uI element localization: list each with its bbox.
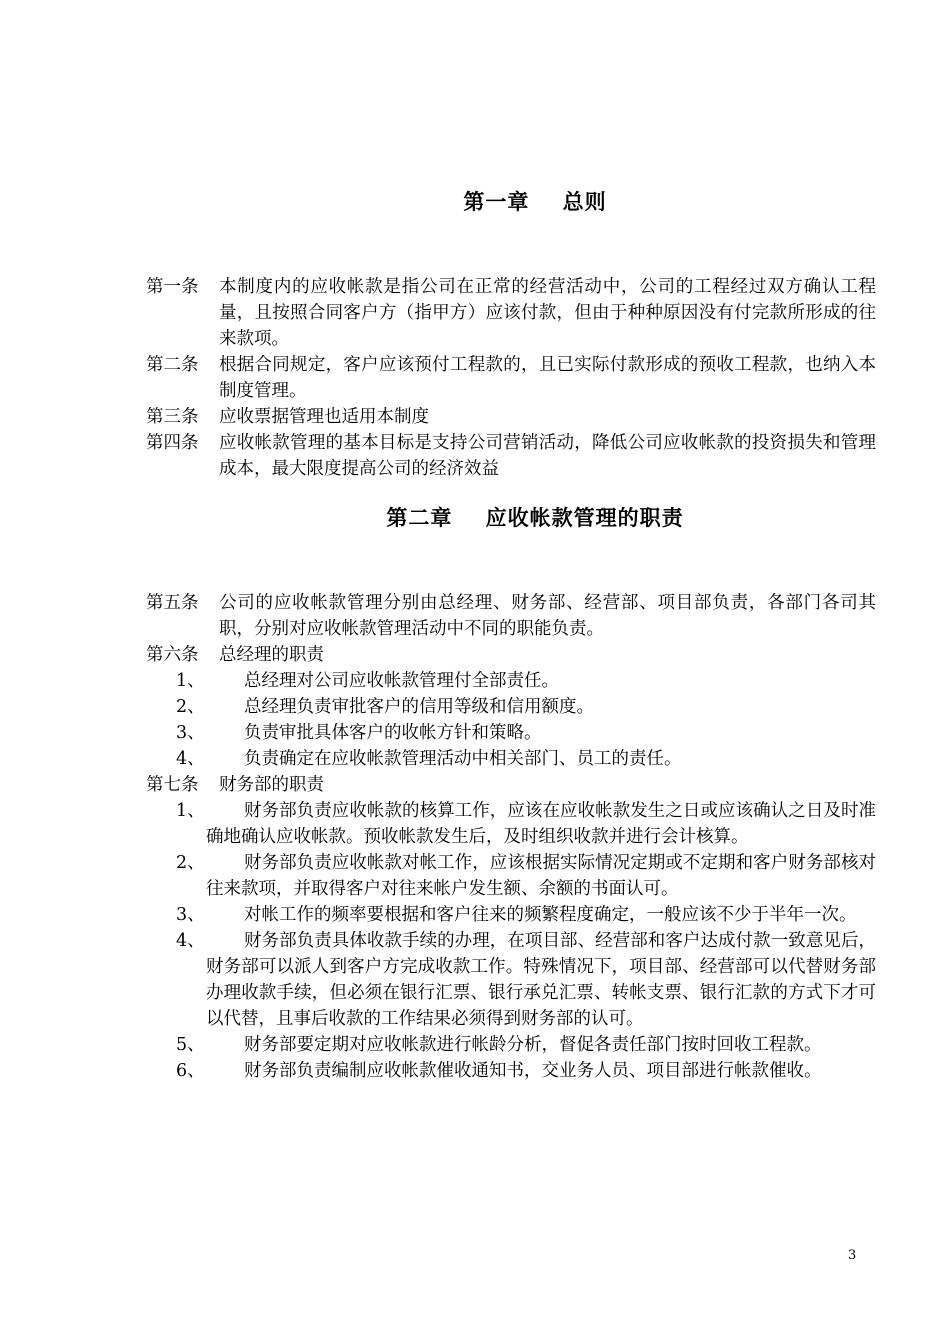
list-item-number: 4、 <box>176 931 205 951</box>
article-7-label: 第七条 <box>146 775 199 795</box>
list-item-text: 总经理负责审批客户的信用等级和信用额度。 <box>244 697 594 717</box>
list-item-number: 3、 <box>176 723 205 743</box>
article-2-label: 第二条 <box>146 355 199 375</box>
list-item-number: 2、 <box>176 697 205 717</box>
article-1-label: 第一条 <box>146 277 199 297</box>
list-item-number: 1、 <box>176 671 205 691</box>
list-item <box>146 1058 876 1084</box>
list-item <box>146 720 876 746</box>
chapter-2-title: 第二章 应收帐款管理的职责 <box>386 506 684 530</box>
article-5-text: 公司的应收帐款管理分别由总经理、财务部、经营部、项目部负责，各部门各司其职，分别对应收帐款管理活动中不同的职能负责。 <box>219 593 876 639</box>
list-item <box>146 746 876 772</box>
article-4-label: 第四条 <box>146 433 199 453</box>
page-number: 3 <box>848 1248 857 1263</box>
list-item-number: 2、 <box>176 853 205 873</box>
list-item <box>146 928 876 1032</box>
article-6-text: 总经理的职责 <box>219 645 324 665</box>
article-3-label: 第三条 <box>146 407 199 427</box>
article-6 <box>146 642 876 772</box>
list-item <box>146 694 876 720</box>
article-5-label: 第五条 <box>146 593 199 613</box>
list-item <box>146 850 876 902</box>
article-2-text: 根据合同规定，客户应该预付工程款的，且已实际付款形成的预收工程款，也纳入本制度管理。 <box>219 355 876 401</box>
article-3-text: 应收票据管理也适用本制度 <box>219 407 429 427</box>
article-1 <box>146 274 876 352</box>
chapter-2-body <box>146 590 876 1084</box>
list-item-text: 负责审批具体客户的收帐方针和策略。 <box>244 723 542 743</box>
list-item-text: 财务部负责应收帐款的核算工作，应该在应收帐款发生之日或应该确认之日及时准确地确认应收帐款。预收帐款发生后，及时组织收款并进行会计核算。 <box>206 801 876 847</box>
list-item-text: 财务部负责具体收款手续的办理，在项目部、经营部和客户达成付款一致意见后，财务部可以派人到客户方完成收款工作。特殊情况下，项目部、经营部可以代替财务部办理收款手续，但必须在银行汇票、银行承兑汇票、转帐支票、银行汇款的方式下才可以代替，且事后收款的工作结果必须得到财务部的认可。 <box>206 931 876 1029</box>
article-7-text: 财务部的职责 <box>219 775 324 795</box>
article-1-text: 本制度内的应收帐款是指公司在正常的经营活动中，公司的工程经过双方确认工程量，且按照合同客户方（指甲方）应该付款，但由于种种原因没有付完款所形成的往来款项。 <box>219 277 876 349</box>
list-item <box>146 668 876 694</box>
list-item-number: 3、 <box>176 905 205 925</box>
list-item-text: 财务部要定期对应收帐款进行帐龄分析，督促各责任部门按时回收工程款。 <box>244 1035 822 1055</box>
list-item-text: 财务部负责应收帐款对帐工作，应该根据实际情况定期或不定期和客户财务部核对往来款项，并取得客户对往来帐户发生额、余额的书面认可。 <box>206 853 876 899</box>
article-4 <box>146 430 876 482</box>
list-item-text: 负责确定在应收帐款管理活动中相关部门、员工的责任。 <box>244 749 682 769</box>
list-item <box>146 1032 876 1058</box>
list-item-text: 对帐工作的频率要根据和客户往来的频繁程度确定，一般应该不少于半年一次。 <box>244 905 857 925</box>
article-5 <box>146 590 876 642</box>
list-item-number: 6、 <box>176 1061 205 1081</box>
article-3 <box>146 404 876 430</box>
article-6-label: 第六条 <box>146 645 199 665</box>
list-item <box>146 902 876 928</box>
list-item-number: 4、 <box>176 749 205 769</box>
list-item-text: 财务部负责编制应收帐款催收通知书，交业务人员、项目部进行帐款催收。 <box>244 1061 822 1081</box>
article-7 <box>146 772 876 1084</box>
list-item <box>146 798 876 850</box>
article-2 <box>146 352 876 404</box>
article-4-text: 应收帐款管理的基本目标是支持公司营销活动，降低公司应收帐款的投资损失和管理成本，最大限度提高公司的经济效益 <box>219 433 876 479</box>
list-item-text: 总经理对公司应收帐款管理付全部责任。 <box>244 671 559 691</box>
chapter-1-body <box>146 274 876 482</box>
list-item-number: 1、 <box>176 801 205 821</box>
chapter-1-title: 第一章 总则 <box>463 190 607 214</box>
list-item-number: 5、 <box>176 1035 205 1055</box>
